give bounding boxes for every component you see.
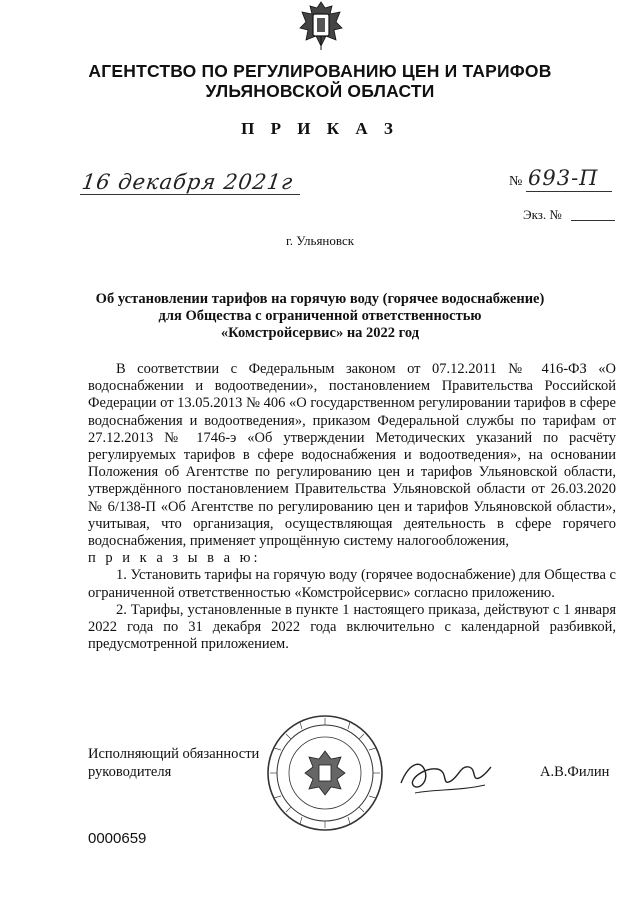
official-seal-icon	[265, 713, 385, 833]
order-item-2: 2. Тарифы, установленные в пункте 1 настоящего приказа, действуют с 1 января 2022 года по 31 декабря 2022 года включительно с календарной разбивкой, предусмотренной приложением.	[88, 601, 616, 653]
coat-of-arms-icon	[296, 0, 346, 52]
preamble-paragraph: В соответствии с Федеральным законом от 07.12.2011 № 416-ФЗ «О водоснабжении и водоотведении», постановлением Правительства Российской Федерации от 13.05.2013 № 406 «О государственном регулировании тарифов в сфере водоснабжения и водоотведения», приказом Федеральной службы по тарифам от 27.12.2013 № 1746-э «Об утверждении Методических указаний по расчёту регулируемых тарифов в сфере водоснабжения и водоотведения», на основании Положения об Агентстве по регулированию цен и тарифов Ульяновской области, утверждённого постановлением Правительства Ульяновской области от 26.03.2020 № 6/138-П «Об Агентстве по регулированию цен и тарифов Ульяновской области», учитывая, что организация, осуществляющая деятельность в сфере горячего водоснабжения, применяет упрощённую систему налогообложения,	[88, 361, 616, 550]
order-item-1: 1. Установить тарифы на горячую воду (горячее водоснабжение) для Общества с ограниченной ответственностью «Комстройсервис» согласно приложению.	[88, 567, 616, 601]
agency-name-line-2: УЛЬЯНОВСКОЙ ОБЛАСТИ	[205, 81, 435, 101]
order-title: П Р И К А З	[241, 119, 399, 138]
order-date: 16 декабря 2021г	[80, 170, 295, 194]
signer-name: А.В.Филин	[540, 764, 610, 780]
handwritten-signature-icon	[395, 745, 495, 805]
subject-line-1: Об установлении тарифов на горячую воду (горячее водоснабжение)	[95, 291, 545, 307]
subject-line-3: «Комстройсервис» на 2022 год	[220, 325, 420, 341]
order-number: 693-П	[528, 166, 599, 190]
date-underline	[80, 194, 300, 195]
signer-position-line-1: Исполняющий обязанности	[88, 746, 260, 762]
city: г. Ульяновск	[285, 233, 355, 248]
agency-name-line-1: АГЕНТСТВО ПО РЕГУЛИРОВАНИЮ ЦЕН И ТАРИФОВ	[88, 61, 552, 81]
order-number-label: №	[509, 174, 523, 189]
document-code: 0000659	[88, 830, 147, 847]
subject-line-2: для Общества с ограниченной ответственностью	[158, 308, 482, 324]
number-underline	[526, 191, 612, 192]
order-body	[88, 361, 616, 653]
signer-position-line-2: руководителя	[88, 764, 172, 780]
copy-number-blank	[571, 220, 615, 221]
order-word: п р и к а з ы в а ю:	[88, 550, 261, 567]
copy-number-label: Экз. №	[523, 207, 562, 222]
